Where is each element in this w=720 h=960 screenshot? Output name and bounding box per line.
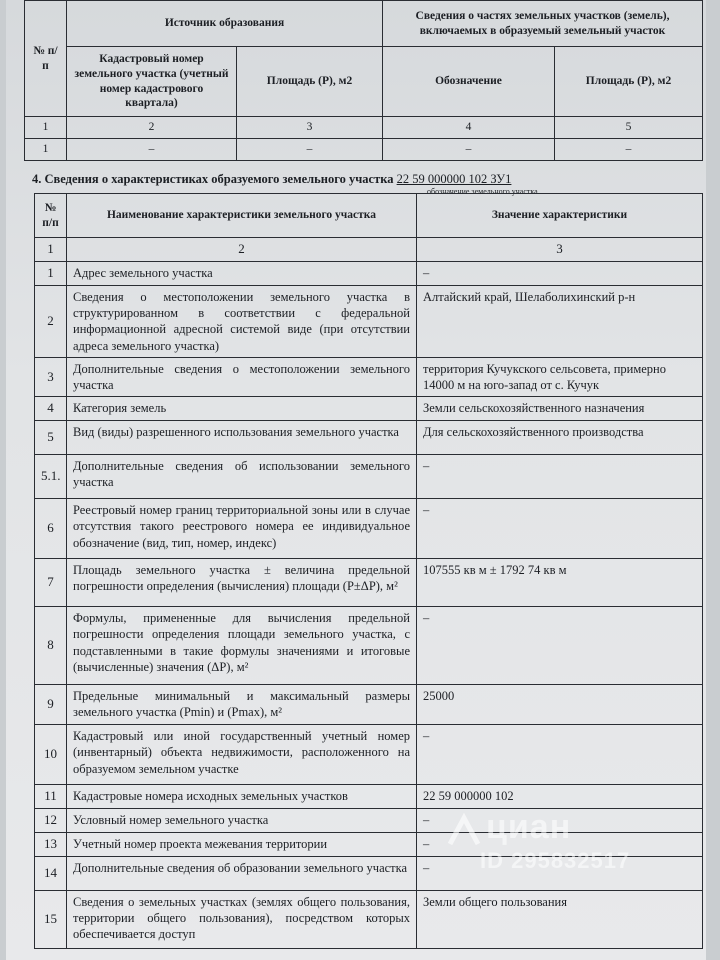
row-number: 1 [35,261,67,285]
row-number: 10 [35,725,67,785]
row-value: Для сельскохозяйственного производства [417,421,703,455]
row-number: 2 [35,285,67,357]
data-cell: – [237,138,383,160]
parcel-caption: обозначение земельного участка [427,187,538,196]
parcel-id: 22 59 000000 102 ЗУ1 [396,172,512,186]
index-cell: 1 [25,117,67,139]
char-row [35,607,703,685]
row-value: – [417,832,703,856]
row-name: Формулы, примененные для вычисления предельной погрешности определения площади земельного участка, с подставленными в такие формулы значениями и итоговые (вычисленные) значения (ΔP), м² [67,607,417,685]
row-name: Дополнительные сведения об образовании земельного участка [67,856,417,890]
index-cell: 4 [383,117,555,139]
row-number: 12 [35,809,67,833]
row-number: 15 [35,890,67,948]
row-name: Дополнительные сведения об использовании земельного участка [67,455,417,499]
char-row [35,559,703,607]
col-num-header: № п/п [35,194,67,238]
section-title: 4. Сведения о характеристиках образуемого земельного участка [32,172,394,186]
char-row [35,357,703,397]
document-page [6,0,706,960]
char-row [35,832,703,856]
row-number: 14 [35,856,67,890]
data-row [25,138,703,160]
char-row [35,785,703,809]
row-value: Земли сельскохозяйственного назначения [417,397,703,421]
characteristics-table [34,193,703,949]
row-name: Кадастровые номера исходных земельных участков [67,785,417,809]
row-name: Кадастровый или иной государственный учетный номер (инвентарный) объекта недвижимости, расположенного на образуемом земельном участке [67,725,417,785]
char-row [35,856,703,890]
index-cell: 1 [35,238,67,262]
row-name: Сведения о земельных участках (землях общего пользования, территории общего пользования), посредством которых обеспечивается доступ [67,890,417,948]
row-number: 9 [35,685,67,725]
char-row [35,285,703,357]
index-cell: 5 [555,117,703,139]
row-value: территория Кучукского сельсовета, примерно 14000 м на юго-запад от с. Кучук [417,357,703,397]
row-value: – [417,725,703,785]
index-cell: 2 [67,117,237,139]
row-name: Сведения о местоположении земельного участка в структурированном в соответствии с федеральной информационной адресной системой виде (при отсутствии адреса земельного участка) [67,285,417,357]
char-row [35,261,703,285]
char-row [35,809,703,833]
index-row [25,117,703,139]
row-value: Алтайский край, Шелаболихинский р-н [417,285,703,357]
designation-header: Обозначение [383,47,555,117]
row-number: 6 [35,499,67,559]
col-name-header: Наименование характеристики земельного участка [67,194,417,238]
row-value: – [417,809,703,833]
index-cell: 3 [417,238,703,262]
row-value: – [417,856,703,890]
area-header-1: Площадь (P), м2 [237,47,383,117]
char-row [35,421,703,455]
row-name: Площадь земельного участка ± величина предельной погрешности определения (вычисления) площади (P±ΔP), м² [67,559,417,607]
source-table [24,0,703,161]
row-value: 22 59 000000 102 [417,785,703,809]
char-row [35,499,703,559]
watermark-brand: циан [486,808,572,846]
row-number: 3 [35,357,67,397]
row-number: 4 [35,397,67,421]
row-number: 5 [35,421,67,455]
parts-header: Сведения о частях земельных участков (земель), включаемых в образуемый земельный участок [383,1,703,47]
row-number: 13 [35,832,67,856]
row-number: 7 [35,559,67,607]
row-name: Дополнительные сведения о местоположении земельного участка [67,357,417,397]
col-value-header: Значение характеристики [417,194,703,238]
row-name: Учетный номер проекта межевания территории [67,832,417,856]
area-header-2: Площадь (P), м2 [555,47,703,117]
index-cell: 2 [67,238,417,262]
row-value: – [417,455,703,499]
char-row [35,890,703,948]
row-value: – [417,261,703,285]
data-cell: – [383,138,555,160]
row-value: 25000 [417,685,703,725]
index-row [35,238,703,262]
index-cell: 3 [237,117,383,139]
data-cell: – [67,138,237,160]
row-name: Условный номер земельного участка [67,809,417,833]
char-row [35,397,703,421]
row-name: Реестровый номер границ территориальной зоны или в случае отсутствия такого реестрового номера ее индивидуальное обозначение (вид, тип, номер, индекс) [67,499,417,559]
row-number: 5.1. [35,455,67,499]
watermark-id: ID 295832517 [480,848,631,873]
row-name: Вид (виды) разрешенного использования земельного участка [67,421,417,455]
section-heading [32,172,538,196]
row-value: Земли общего пользования [417,890,703,948]
cadastral-header: Кадастровый номер земельного участка (учетный номер кадастрового квартала) [67,47,237,117]
row-number: 11 [35,785,67,809]
data-cell: – [555,138,703,160]
char-row [35,455,703,499]
data-cell: 1 [25,138,67,160]
char-row [35,725,703,785]
row-number: 8 [35,607,67,685]
row-value: – [417,499,703,559]
row-name: Предельные минимальный и максимальный размеры земельного участка (Pmin) и (Pmax), м² [67,685,417,725]
col-num-header: № п/п [25,1,67,117]
row-name: Категория земель [67,397,417,421]
row-name: Адрес земельного участка [67,261,417,285]
source-header: Источник образования [67,1,383,47]
row-value: 107555 кв м ± 1792 74 кв м [417,559,703,607]
row-value: – [417,607,703,685]
char-row [35,685,703,725]
